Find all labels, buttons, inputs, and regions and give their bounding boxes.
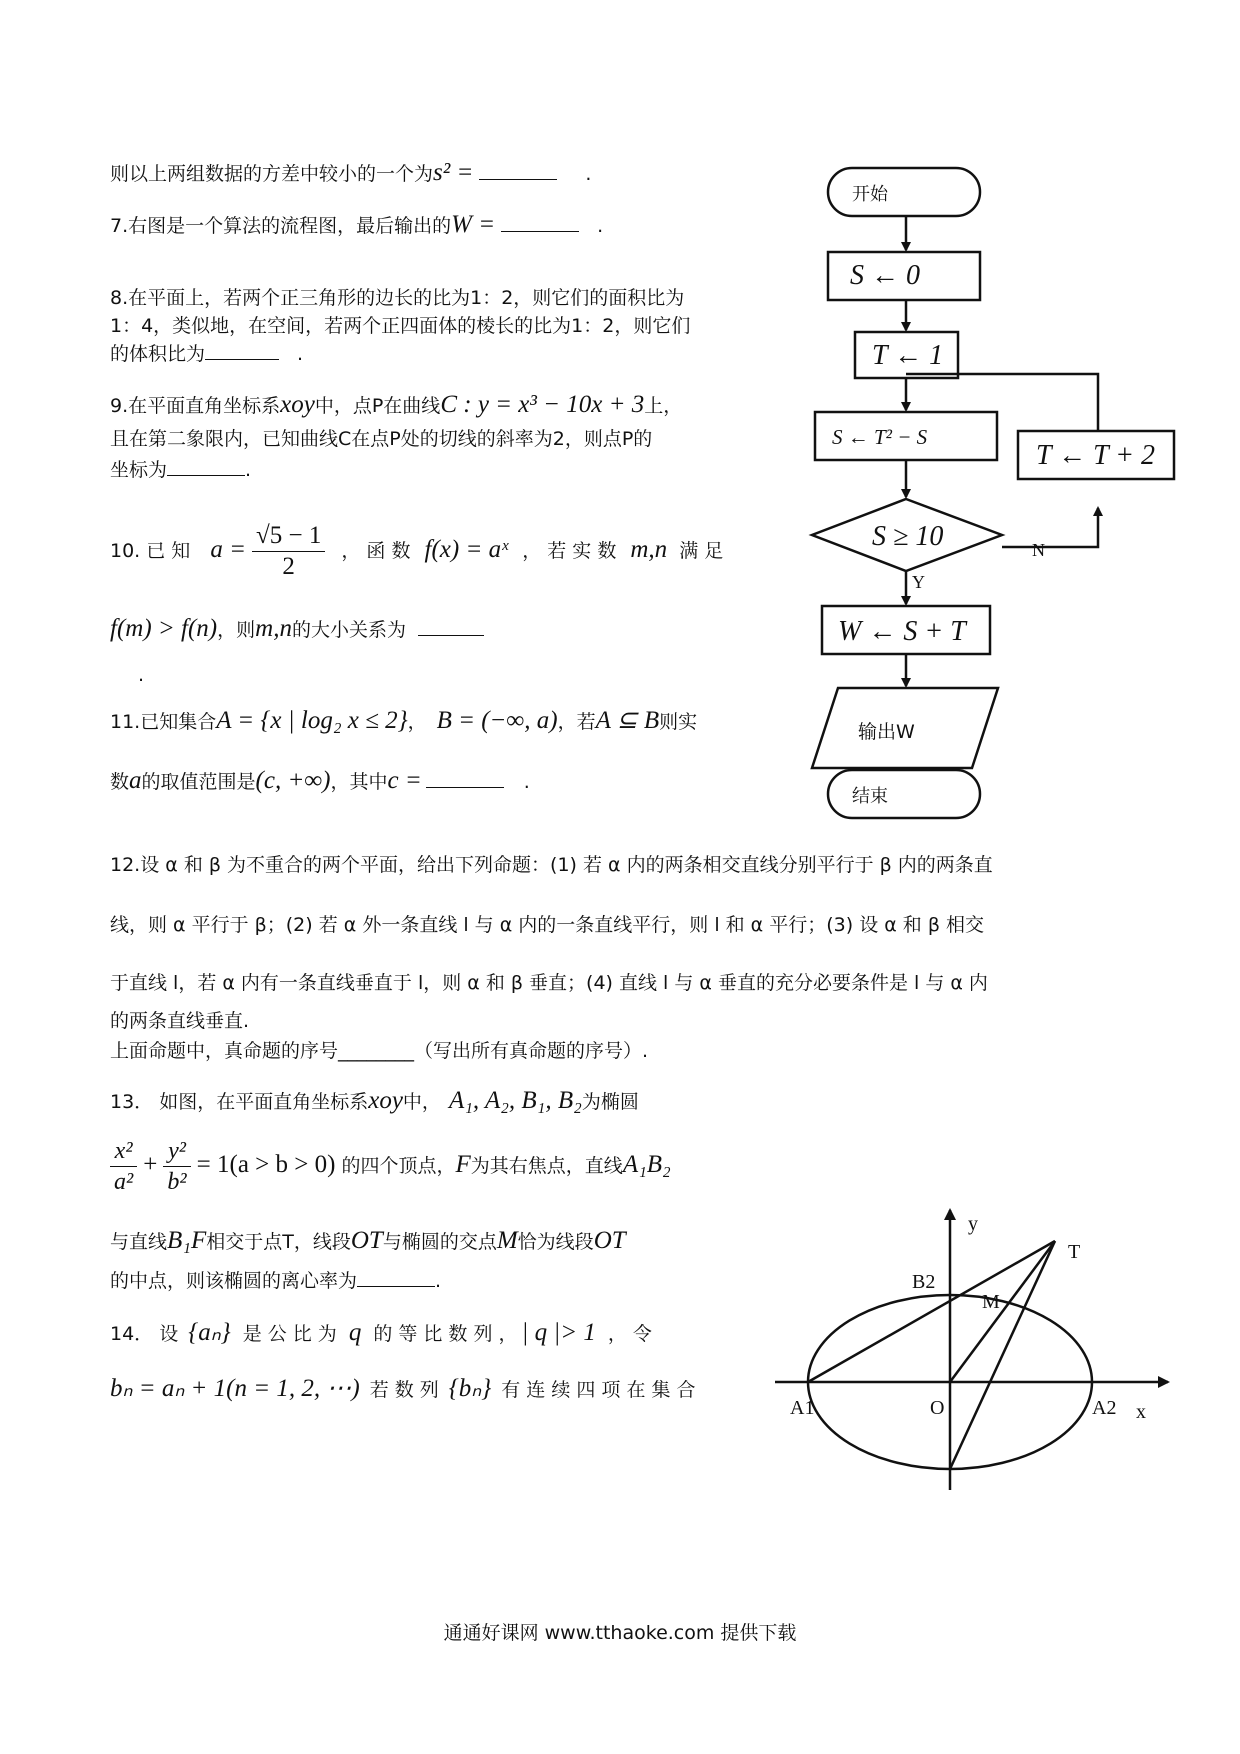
- label-m: M: [982, 1291, 1000, 1313]
- flow-yes-label: Y: [912, 572, 925, 592]
- q12-line5: 上面命题中，真命题的序号________（写出所有真命题的序号）.: [110, 1040, 649, 1062]
- line-a1-t: [808, 1241, 1055, 1382]
- q11-line1: 11.已知集合A = {x | log₂ x ≤ 2}， B = (−∞, a)，若A ⊆ B则实: [110, 707, 698, 734]
- flow-start-label: 开始: [852, 184, 888, 205]
- q14-line1: 14． 设 {aₙ} 是 公 比 为 q 的 等 比 数 列 ， | q |> 1 ， 令: [110, 1319, 652, 1346]
- label-t: T: [1068, 1241, 1081, 1263]
- label-b2: B2: [912, 1271, 936, 1293]
- q6-tail: 则以上两组数据的方差中较小的一个为s² = .: [110, 159, 592, 186]
- q11-line2: 数a的取值范围是(c, +∞)，其中c = .: [110, 767, 530, 794]
- flow-no-label: N: [1032, 540, 1045, 560]
- flow-output-label: 输出W: [858, 721, 915, 743]
- q12-line2: 线，则 α 平行于 β；(2) 若 α 外一条直线 l 与 α 内的一条直线平行，则 l 和 α 平行；(3) 设 α 和 β 相交: [110, 914, 985, 936]
- label-a2: A2: [1092, 1397, 1117, 1419]
- q8-line2: 1：4，类似地，在空间，若两个正四面体的棱长的比为1：2，则它们: [110, 315, 691, 337]
- q12-line3: 于直线 l，若 α 内有一条直线垂直于 l，则 α 和 β 垂直；(4) 直线 l 与 α 垂直的充分必要条件是 l 与 α 内: [110, 972, 988, 994]
- label-x: x: [1136, 1401, 1146, 1423]
- q14-line2: bₙ = aₙ + 1(n = 1, 2, ⋯) 若 数 列 {bₙ} 有 连 续 四 项 在 集 合: [110, 1375, 696, 1402]
- label-y: y: [968, 1213, 978, 1235]
- q10-line2: f(m) > f(n)，则m,n的大小关系为: [110, 614, 484, 645]
- flow-w-label: W ← S + T: [838, 616, 966, 647]
- flow-s0-label: S ← 0: [850, 260, 920, 291]
- footer: 通通好课网 www.tthaoke.com 提供下载: [443, 1622, 797, 1644]
- q13-line4: 的中点，则该椭圆的离心率为 .: [110, 1270, 442, 1292]
- q10-period: .: [138, 664, 145, 686]
- flow-condition-label: S ≥ 10: [872, 521, 944, 552]
- line-b1-t: [950, 1241, 1055, 1469]
- q9-line2: 且在第二象限内，已知曲线C在点P处的切线的斜率为2，则点P的: [110, 428, 653, 450]
- q9-line1: 9.在平面直角坐标系xoy中，点P在曲线C : y = x³ − 10x + 3上，: [110, 391, 683, 418]
- q10-line1: 10. 已 知 a = $\frac{√5 - 1}{2}$ ， 函 数 f(x) = aˣ ， 若 实 数 m,n 满 足: [110, 522, 724, 580]
- q13-line1: 13． 如图，在平面直角坐标系xoy中， A₁, A₂, B₁, B₂为椭圆: [110, 1087, 639, 1114]
- q8-line3: 的体积比为 .: [110, 343, 304, 365]
- q12-line1: 12.设 α 和 β 为不重合的两个平面，给出下列命题：(1) 若 α 内的两条相交直线分别平行于 β 内的两条直: [110, 854, 993, 876]
- flow-t-update-label: T ← T + 2: [1036, 440, 1156, 471]
- flow-s-update-label: S ← T² − S: [832, 425, 928, 449]
- label-o: O: [930, 1397, 945, 1419]
- q13-line3: 与直线B₁F相交于点T，线段OT与椭圆的交点M恰为线段OT: [110, 1227, 626, 1254]
- q13-line2: $\frac{\text{x²}}{\text{a²}}$ + $\frac{\text{y²}}{\text{b²}}$ = 1(a > b > 0) 的四个顶点，F为其右焦点，直线A₁B₂: [110, 1130, 671, 1201]
- flow-t1-label: T ← 1: [872, 340, 944, 371]
- q7: 7.右图是一个算法的流程图，最后输出的W = .: [110, 211, 604, 238]
- q9-line3: 坐标为 .: [110, 459, 252, 481]
- label-a1: A1: [790, 1397, 815, 1419]
- q12-line4: 的两条直线垂直.: [110, 1010, 250, 1032]
- segment-ot: [950, 1241, 1055, 1382]
- flow-end-label: 结束: [852, 786, 888, 807]
- q8-line1: 8.在平面上，若两个正三角形的边长的比为1：2，则它们的面积比为: [110, 287, 685, 309]
